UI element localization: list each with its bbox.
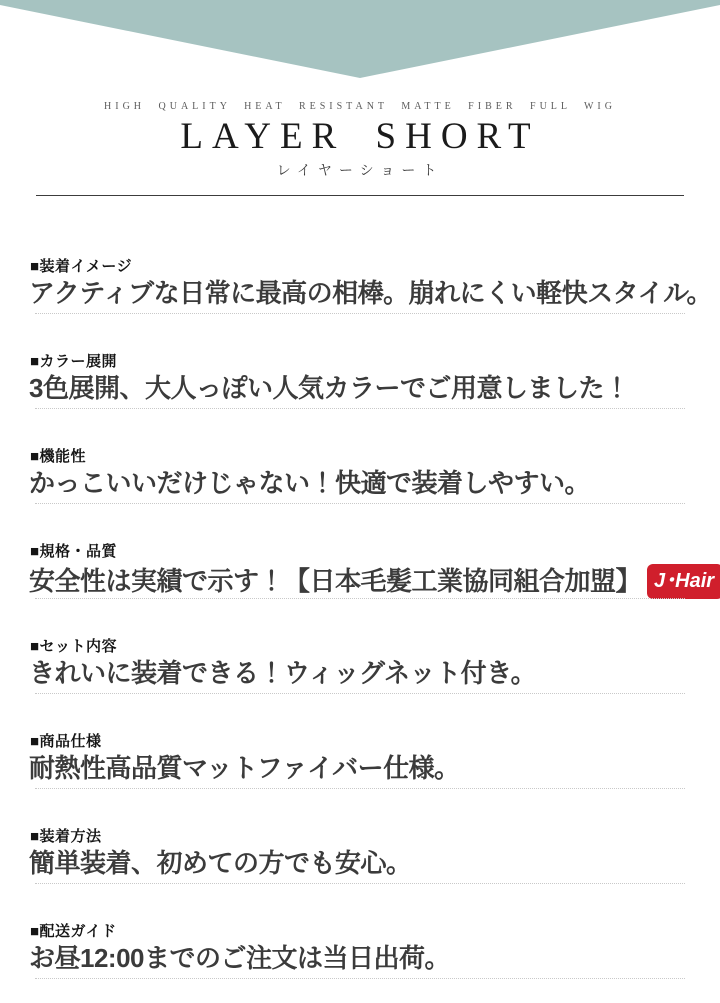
section-body (29, 279, 720, 309)
jhair-badge: J･Hair (647, 564, 720, 599)
section-text: かっこいいだけじゃない！快適で装着しやすい。 (29, 468, 591, 498)
dotted-divider (35, 408, 685, 409)
masthead (0, 101, 720, 180)
section-heading: ■商品仕様 (30, 733, 102, 750)
section-body (29, 944, 720, 974)
section-text: 簡単装着、初めての方でも安心。 (29, 848, 412, 878)
section-body (29, 374, 720, 404)
dotted-divider (35, 788, 685, 789)
section-body (29, 469, 720, 499)
dotted-divider (35, 883, 685, 884)
section-heading: ■規格・品質 (30, 543, 118, 560)
feature-section (0, 528, 720, 623)
section-text: きれいに装着できる！ウィッグネット付き。 (29, 658, 537, 688)
section-heading: ■配送ガイド (30, 923, 117, 940)
section-heading: ■装着方法 (30, 828, 102, 845)
feature-section (0, 623, 720, 718)
section-text: 安全性は実績で示す！【日本毛髪工業協同組合加盟】 (29, 566, 642, 596)
page-title: LAYER SHORT (180, 116, 540, 157)
feature-list (0, 243, 720, 1003)
section-heading: ■機能性 (30, 448, 87, 465)
section-heading: ■装着イメージ (30, 258, 133, 275)
section-body (29, 754, 720, 784)
section-body (29, 659, 720, 689)
dotted-divider (35, 693, 685, 694)
feature-section (0, 433, 720, 528)
section-text: 3色展開、大人っぽい人気カラーでご用意しました！ (29, 373, 630, 403)
section-text: アクティブな日常に最高の相棒。崩れにくい軽快スタイル。 (29, 278, 713, 308)
dotted-divider (35, 503, 685, 504)
dotted-divider (35, 313, 685, 314)
masthead-divider (36, 195, 684, 196)
masthead-eyebrow: HIGH QUALITY HEAT RESISTANT MATTE FIBER FULL WIG (104, 101, 616, 112)
feature-section (0, 338, 720, 433)
section-body (29, 849, 720, 879)
feature-section (0, 243, 720, 338)
section-heading: ■セット内容 (30, 638, 118, 655)
section-text: お昼12:00までのご注文は当日出荷。 (29, 943, 450, 973)
section-text: 耐熱性高品質マットファイバー仕様。 (29, 753, 460, 783)
masthead-subtitle: レイヤーショート (276, 162, 444, 178)
chevron-banner (0, 0, 720, 78)
feature-section (0, 718, 720, 813)
feature-section (0, 908, 720, 1003)
dotted-divider (35, 598, 685, 599)
section-body (29, 564, 720, 599)
section-heading: ■カラー展開 (30, 353, 118, 370)
dotted-divider (35, 978, 685, 979)
feature-section (0, 813, 720, 908)
